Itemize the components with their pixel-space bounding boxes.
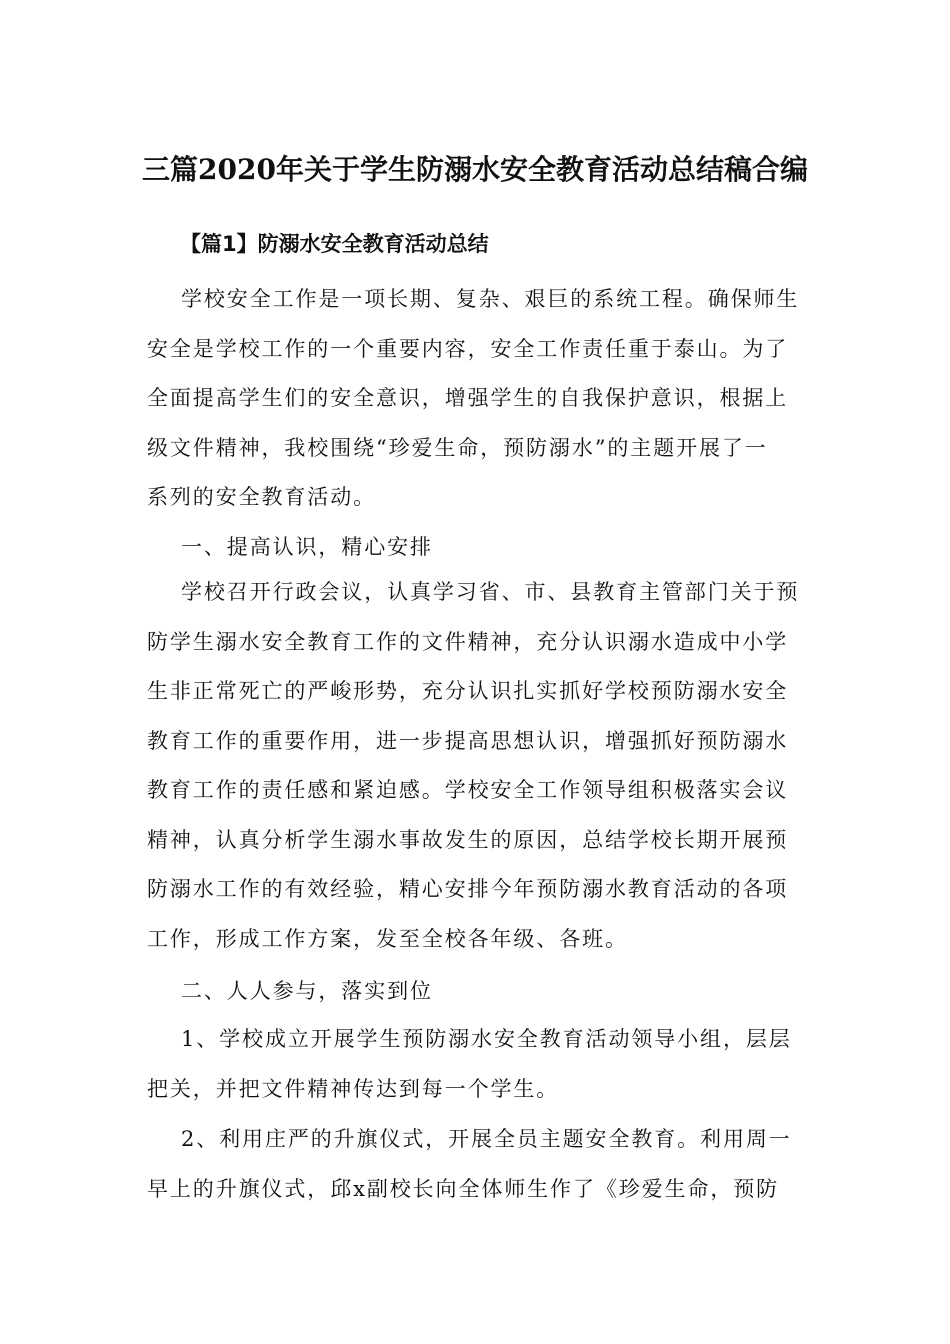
paragraph-line: 把关，并把文件精神传达到每一个学生。 [147,1076,560,1101]
subsection-heading: 二、人人参与，落实到位 [181,979,433,1003]
paragraph-line: 1、学校成立开展学生预防溺水安全教育活动领导小组，层层 [181,1027,792,1051]
heading-1 [147,523,787,573]
paragraph-4 [147,1115,792,1214]
paragraph-line: 教育工作的重要作用，进一步提高思想认识，增强抓好预防溺水 [147,728,789,753]
paragraph-line: 系列的安全教育活动。 [147,485,376,509]
paragraph-line: 早上的升旗仪式，邱x副校长向全体师生作了《珍爱生命，预防 [147,1176,780,1201]
paragraph-line: 全面提高学生们的安全意识，增强学生的自我保护意识，根据上 [147,386,789,410]
paragraph-line: 防学生溺水安全教育工作的文件精神，充分认识溺水造成中小学 [147,629,789,654]
paragraph-line: 级文件精神，我校围绕“珍爱生命，预防溺水”的主题开展了一 [147,435,768,460]
paragraph-line: 精神，认真分析学生溺水事故发生的原因，总结学校长期开展预 [147,827,789,852]
paragraph-line: 生非正常死亡的严峻形势，充分认识扎实抓好学校预防溺水安全 [147,679,789,703]
paragraph-line: 工作，形成工作方案，发至全校各年级、各班。 [147,926,628,951]
paragraph-line: 教育工作的责任感和紧迫感。学校安全工作领导组积极落实会议 [147,778,789,802]
paragraph-line: 防溺水工作的有效经验，精心安排今年预防溺水教育活动的各项 [147,877,789,901]
paragraph-line: 学校召开行政会议，认真学习省、市、县教育主管部门关于预 [181,580,800,604]
document-title: 三篇2020年关于学生防溺水安全教育活动总结稿合编 [142,153,808,186]
subsection-heading: 一、提高认识，精心安排 [181,535,433,559]
paragraph-line: 2、利用庄严的升旗仪式，开展全员主题安全教育。利用周一 [181,1127,792,1151]
paragraph-2 [147,568,800,964]
heading-2 [147,967,787,1017]
section-heading: 【篇1】防溺水安全教育活动总结 [180,232,489,256]
paragraph-3 [147,1015,792,1114]
paragraph-1 [147,275,800,523]
paragraph-line: 安全是学校工作的一个重要内容，安全工作责任重于泰山。为了 [147,336,789,361]
paragraph-line: 学校安全工作是一项长期、复杂、艰巨的系统工程。确保师生 [181,287,800,311]
